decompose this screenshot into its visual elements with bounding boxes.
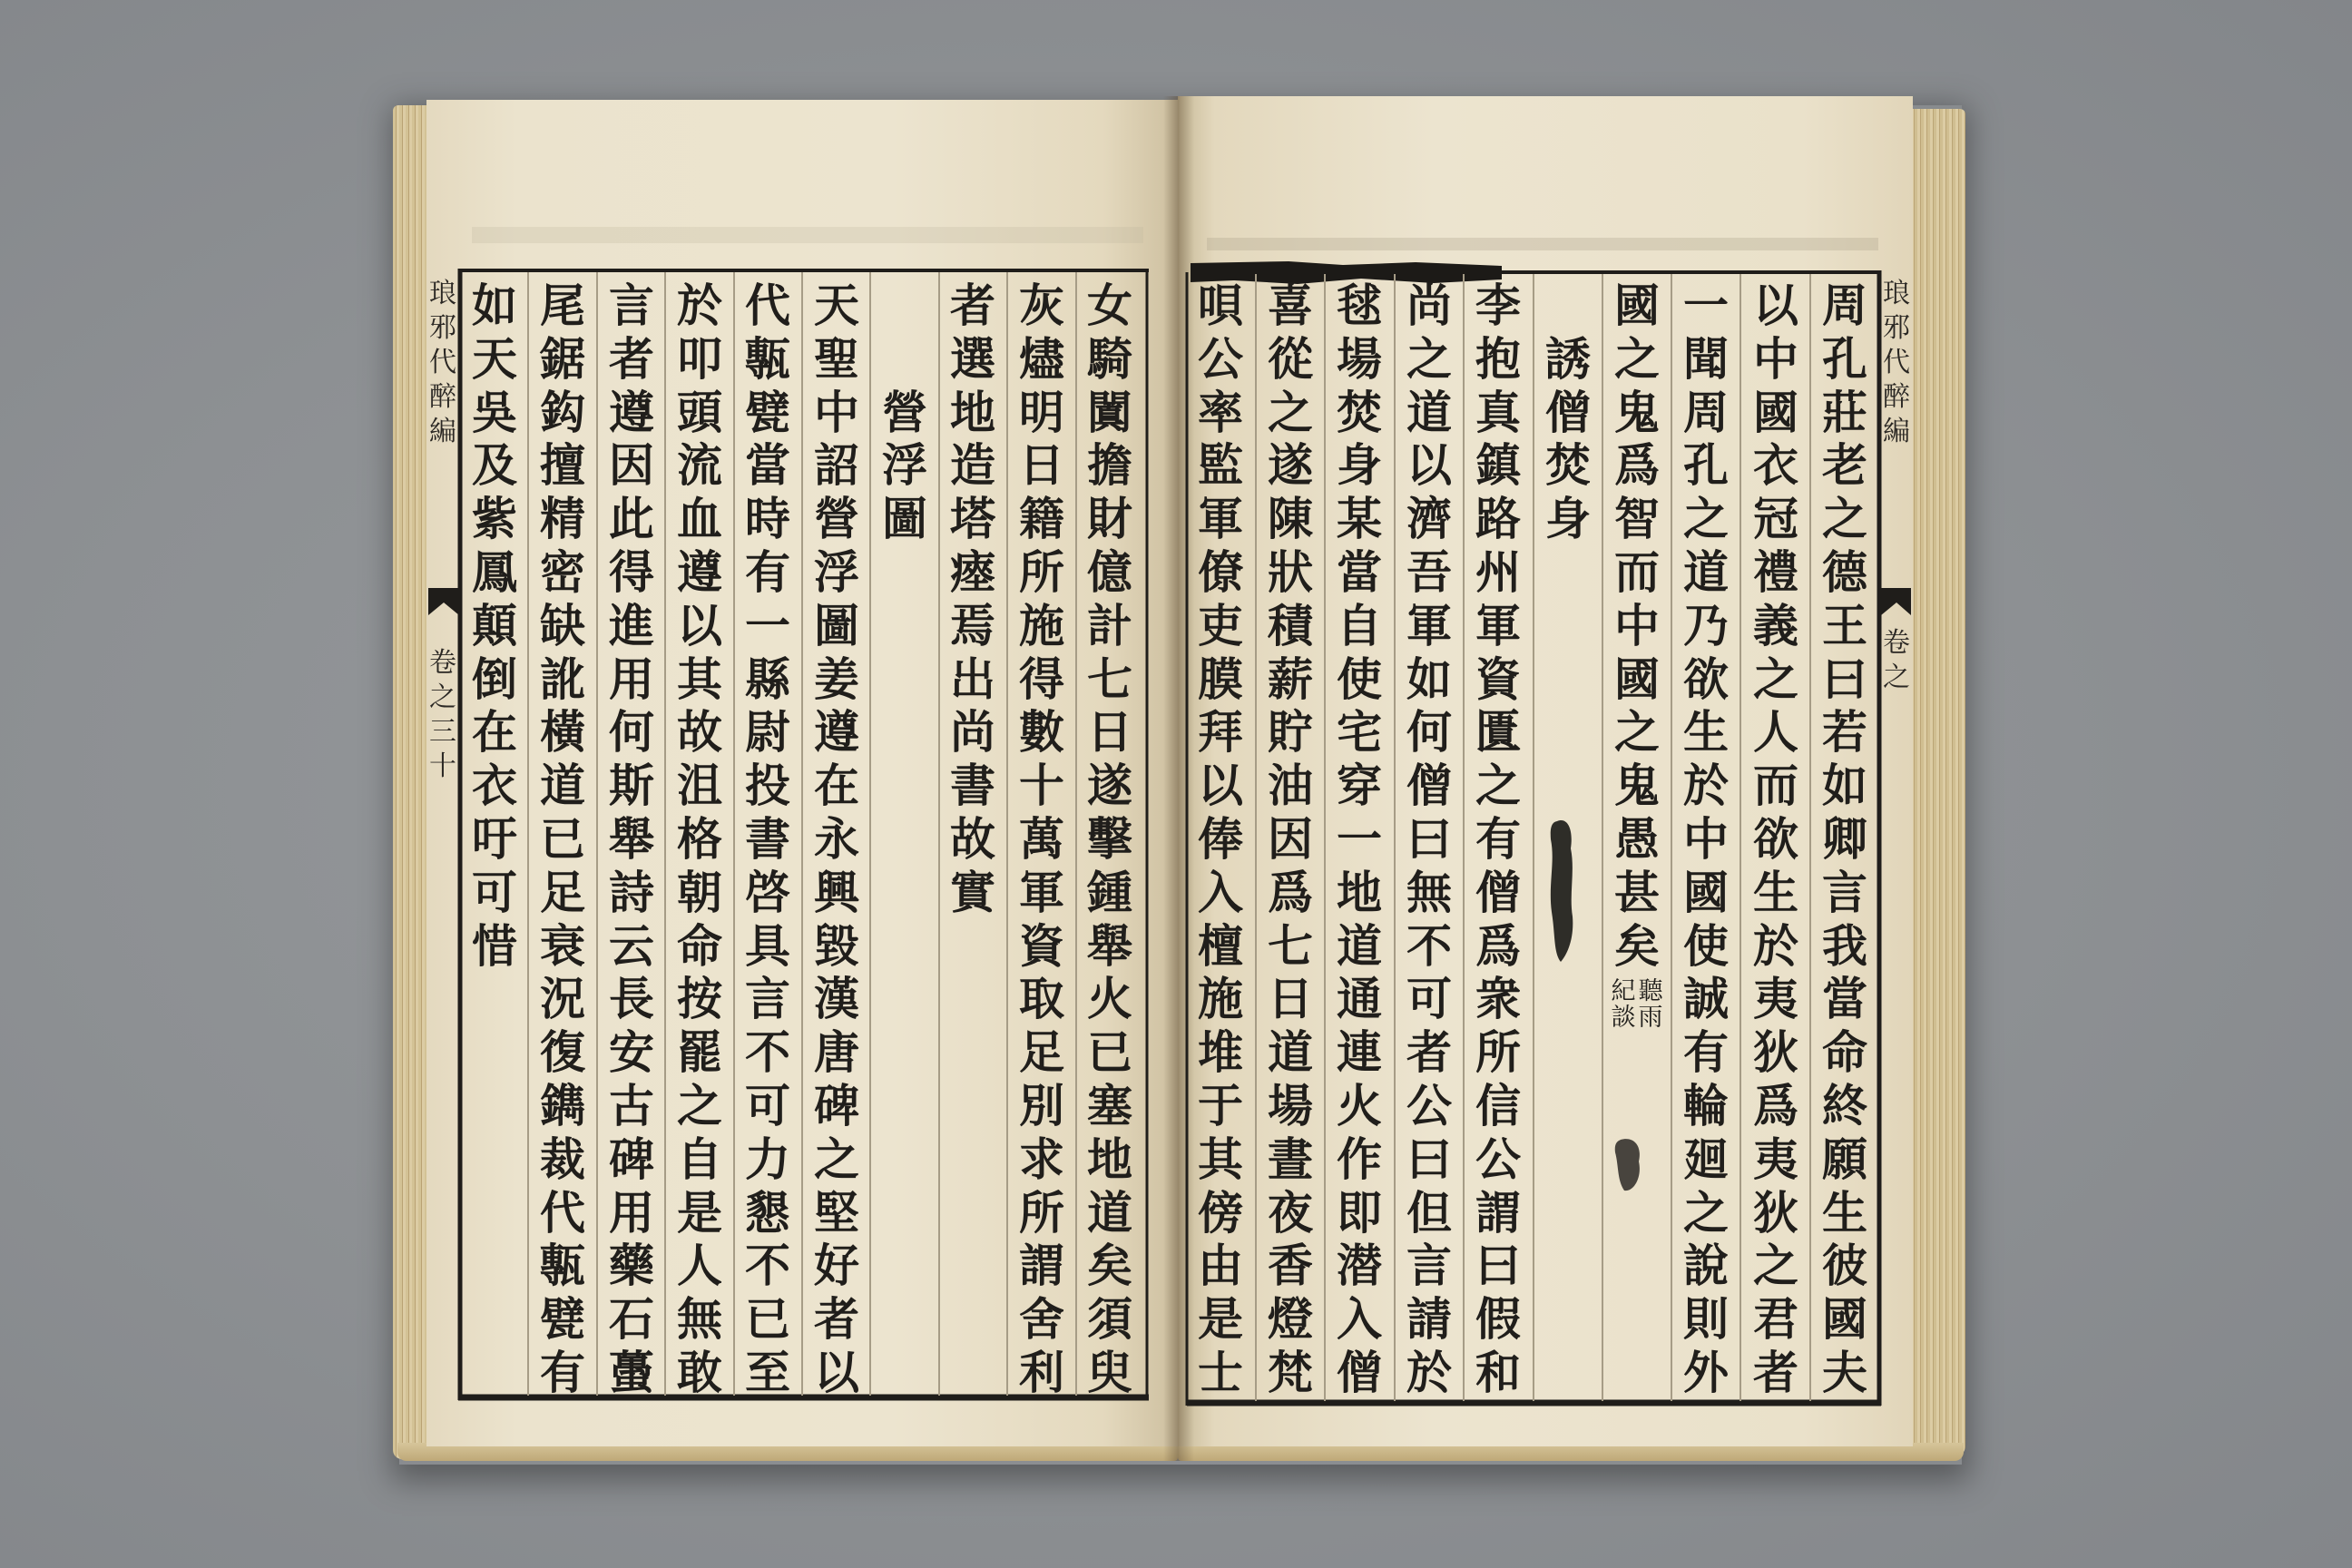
text-column: 國 之 鬼 爲 智 而 中 國 之 鬼 愚 甚 矣 <box>1614 279 1660 973</box>
source-note-left: 紀 談 <box>1611 977 1636 1033</box>
right-margin-book-title: 琅 邪 代 醉 編 <box>1883 278 1910 447</box>
show-through-band-left <box>472 227 1143 243</box>
text-column: 以 中 國 衣 冠 禮 義 之 人 而 欲 生 於 夷 狄 爲 夷 狄 之 君 者 <box>1753 279 1798 1399</box>
left-margin-juan: 卷 之 三 十 <box>429 647 456 782</box>
text-column: 如 天 吳 及 紫 鳳 顛 倒 在 衣 吁 可 惜 <box>472 279 517 973</box>
text-column: 尾 鋸 鈎 擅 精 密 缺 訛 橫 道 已 足 衰 況 復 鐫 裁 代 甎 甓 有 <box>540 279 585 1399</box>
ink-smudge <box>1615 1139 1640 1191</box>
left-margin-book-title: 琅 邪 代 醉 編 <box>429 278 456 447</box>
section-heading: 誘 僧 焚 身 <box>1545 331 1591 546</box>
text-column: 李 抱 真 鎮 路 州 軍 資 匱 之 有 僧 爲 衆 所 信 公 謂 曰 假 和 <box>1475 279 1521 1399</box>
text-column: 於 叩 頭 流 血 遵 以 其 故 沮 格 朝 命 按 罷 之 自 是 人 無 敢 <box>677 279 722 1399</box>
right-margin-juan: 卷 之 <box>1883 627 1910 693</box>
text-column: 女 騎 闐 擔 財 億 計 七 日 遂 擊 鍾 舉 火 已 塞 地 道 矣 須 臾 <box>1087 279 1132 1399</box>
show-through-band-right <box>1207 238 1878 250</box>
fish-tail-mark-left <box>428 588 459 615</box>
section-heading: 營 浮 圖 <box>882 385 927 546</box>
text-column: 毬 場 焚 身 某 當 自 使 宅 穿 一 地 道 通 連 火 作 即 潜 入 僧 <box>1337 279 1382 1399</box>
text-column: 言 者 遵 因 此 得 進 用 何 斯 舉 詩 云 長 安 古 碑 用 藥 石 蠆 <box>609 279 654 1399</box>
text-column: 尚 之 道 以 濟 吾 軍 如 何 僧 曰 無 不 可 者 公 曰 但 言 請 於 <box>1406 279 1452 1399</box>
text-column: 代 甎 甓 當 時 有 一 縣 尉 投 書 啓 具 言 不 可 力 懇 不 已 至 <box>745 279 790 1399</box>
ink-blot <box>1551 820 1573 962</box>
fish-tail-mark-right <box>1881 588 1911 615</box>
text-column: 唄 公 率 監 軍 僚 吏 膜 拜 以 俸 入 檀 施 堆 于 其 傍 由 是 士 <box>1198 279 1243 1399</box>
text-column: 周 孔 莊 老 之 德 王 曰 若 如 卿 言 我 當 命 終 願 生 彼 國 夫 <box>1822 279 1867 1399</box>
text-column: 者 選 地 造 塔 瘞 焉 出 尚 書 故 實 <box>950 279 995 919</box>
text-column: 喜 從 之 遂 陳 狀 積 薪 貯 油 因 爲 七 日 道 場 晝 夜 香 燈 梵 <box>1268 279 1313 1399</box>
text-column: 一 聞 周 孔 之 道 乃 欲 生 於 中 國 使 誠 有 輪 廻 之 說 則 外 <box>1683 279 1729 1399</box>
text-column: 天 聖 中 詔 營 浮 圖 姜 遵 在 永 興 毀 漢 唐 碑 之 堅 好 者 以 <box>814 279 859 1399</box>
text-column: 灰 燼 明 日 籍 所 施 得 數 十 萬 軍 資 取 足 別 求 所 謂 舍 利 <box>1019 279 1064 1399</box>
source-note-right: 聽 雨 <box>1638 977 1663 1033</box>
